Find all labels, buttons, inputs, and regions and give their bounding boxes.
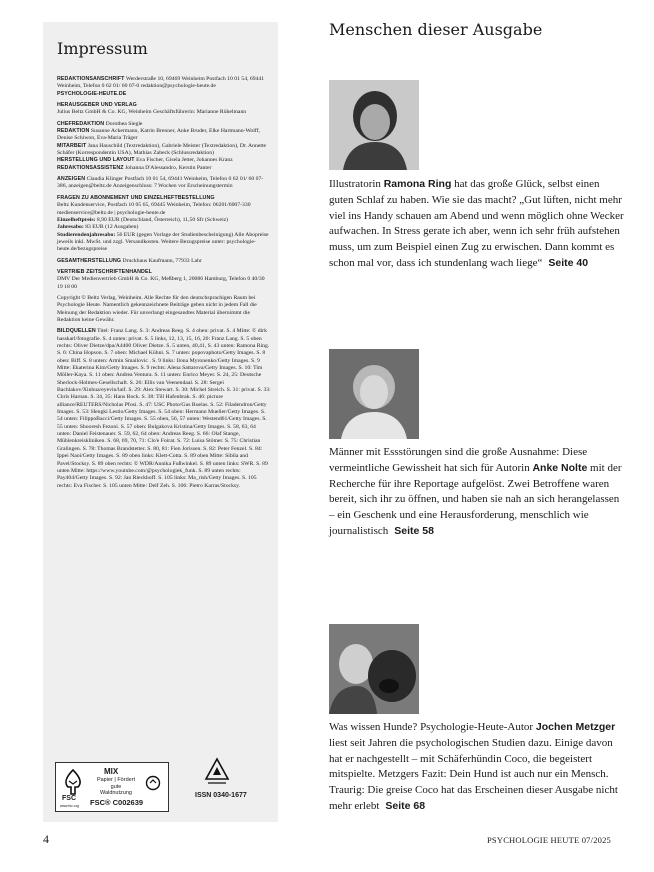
jahresabo-label: Jahresabo: — [57, 224, 84, 231]
portrait-ramona-ring — [329, 80, 419, 170]
website-label: PSYCHOLOGIE-HEUTE.DE — [57, 90, 127, 97]
assistenz-label: REDAKTIONSASSISTENZ — [57, 164, 124, 171]
impressum-panel — [43, 22, 278, 822]
fsc-logo — [55, 762, 169, 812]
chefredaktion-text: Dorothea Siegle — [104, 120, 143, 127]
impressum-title: Impressum — [57, 39, 148, 58]
person-name: Jochen Metzger — [535, 721, 616, 733]
person-name: Ramona Ring — [383, 178, 452, 190]
gesamtherstellung-block — [57, 258, 271, 265]
assistenz-text: Johanna D'Alessandro, Kerstin Panter — [123, 164, 212, 171]
portrait-jochen-metzger — [329, 624, 419, 714]
redaktionsanschrift-label: REDAKTIONSANSCHRIFT — [57, 76, 125, 82]
portrait-anke-nolte — [329, 349, 419, 439]
text-pre: Männer mit Essstörungen sind die große Ausnahme: Diese vermeintliche Gewissheit hat sich für Autorin — [329, 446, 588, 474]
vertrieb-block — [57, 269, 271, 291]
fsc-web: www.fsc.org — [60, 804, 79, 808]
text-pre: Was wissen Hunde? Psychologie-Heute-Autor — [329, 721, 536, 733]
text-pre: Illustratorin — [329, 178, 384, 190]
copyright-text: Copyright © Beltz Verlag, Weinheim. Alle Rechte für den deutschsprachigen Raum bei Psychologie Heute. Namentlich gekennzeichnete Beiträge geben nicht in jedem Fall die Meinung der Redaktion wieder. Für unverlangt eingesandtes Material übernimmt die Redaktion keine Gewähr. — [57, 294, 257, 323]
fsc-code: FSC® C002639 — [90, 798, 144, 807]
gesamtherstellung-label: GESAMTHERSTELLUNG — [57, 257, 122, 264]
mitarbeit-text: Jana Hauschild (Textredaktion), Gabriele Meister (Textredaktion), Dr. Annette Schäfer (Korrespondentin USA), Mathias Zabeck (Schlussredaktion) — [57, 142, 267, 157]
abo-block — [57, 195, 271, 254]
redaktion-label: REDAKTION — [57, 128, 90, 135]
einzelheft-label: Einzelheftpreis: — [57, 216, 96, 223]
herstellung-label: HERSTELLUNG UND LAYOUT — [57, 157, 135, 164]
page-reference: Seite 58 — [394, 524, 434, 537]
abo-label: FRAGEN ZU ABONNEMENT UND EINZELHEFTBESTELLUNG — [57, 194, 215, 201]
redaktion-text: Susanne Ackermann, Katrin Brenner, Anke Bruder, Elke Hartmann-Wolff, Denise Schiwon, Eva-Maria Träger — [57, 128, 260, 142]
fsc-mix-icon — [144, 775, 162, 791]
fsc-paper: Papier | Fördert gute Waldnutzung — [96, 777, 136, 796]
herausgeber-label: HERAUSGEBER UND VERLAG — [57, 102, 137, 109]
studierendenabo-text: 56 EUR (gegen Vorlage der Studienbescheinigung) Alle Abopreise jeweils inkl. MwSt. und zzgl. Versandkosten. Weitere Bezugspreise unter: psychologie-heute.de/bezugspreise — [57, 231, 269, 253]
redaktion-block — [57, 121, 271, 172]
impressum-body — [57, 76, 271, 494]
fsc-word: FSC — [62, 795, 76, 802]
anzeigen-label: ANZEIGEN — [57, 176, 86, 183]
text-post: mit der Recherche für ihre Reportage aufgelöst. Zwei Betroffene waren bereit, sich ihr zu öffnen, und haben sie nah an sich herangelassen – ein Geschenk und eine Herausforderung, menschlich wie journalistisch — [329, 461, 622, 537]
mitarbeit-label: MITARBEIT — [57, 142, 87, 149]
page-reference: Seite 68 — [385, 799, 426, 812]
anzeigen-block — [57, 176, 271, 191]
text-post: hat das große Glück, selbst einen guten Schlaf zu haben. Wie sie das macht? „Gut lüften, nicht mehr viel ins Handy schauen am Abend und wenn möglich ohne Wecker aufwachen. In Stress gerate ich aber, wenn ich sehr früh aufstehen muss, um zum Beispiel einen Zug zu erwischen. Dann kommt es schon mal vor, dass ich stundenlang wach liege“ — [329, 178, 624, 269]
redaktionsanschrift-text: Werderstraße 10, 69469 Weinheim Postfach 10 01 54, 69441 Weinheim, Telefon 0 62 01/ 60 07-0 redaktion@psychologie-heute.de — [57, 76, 265, 90]
bildquellen-block — [57, 328, 271, 490]
magazine-issue: PSYCHOLOGIE HEUTE 07/2025 — [487, 835, 611, 845]
chefredaktion-label: CHEFREDAKTION — [57, 120, 105, 127]
herausgeber-verlag — [57, 102, 271, 117]
text-anke-nolte — [329, 445, 625, 540]
people-section-title: Menschen dieser Ausgabe — [329, 20, 543, 39]
page-reference: Seite 40 — [548, 256, 589, 269]
redaktionsanschrift — [57, 76, 271, 98]
text-jochen-metzger — [329, 720, 625, 815]
studierendenabo-label: Studierendenjahresabo: — [57, 231, 116, 238]
recycling-icon — [204, 757, 230, 787]
einzelheft-text: 8,90 EUR (Deutschland, Österreich), 11,50 Sfr (Schweiz) — [95, 216, 229, 223]
abo-text: Beltz Kundenservice, Postfach 10 05 65, 69445 Weinheim, Telefon: 06201/6007-330 medienservice@beltz.de | psychologie-heute.de — [57, 202, 251, 216]
vertrieb-text: DMV Der Medienvertrieb GmbH & Co. KG, Meßberg 1, 20086 Hamburg, Telefon 0 40/30 19 18 00 — [57, 276, 265, 290]
herstellung-text: Eva Fischer, Gisela Jetter, Johannes Kranz — [134, 157, 233, 164]
anzeigen-text: Claudia Klinger Postfach 10 01 54, 69441 Weinheim, Telefon 0 62 01/ 60 07-386, anzeigen@beltz.de Anzeigenschluss: 7 Wochen vor Erscheinungstermin — [57, 176, 264, 190]
bildquellen-text: Titel: Franz Lang. S. 3: Andreas Reeg. S. 4 oben: privat. S. 4 Mitte: © dirk hasskarl/fotografie. S. 4 unten: privat. S. 5 links, 12, 13, 15, 16, 20: Franz Lang. S. 5 oben rechts: Oliver Dietze/dpa/A4400 Oliver Dietze. S. 5 unten, 40,41, S. 43 unten: Ramona Ring. S. 6: China Hopson. S. 7 oben: Michael Kühni. S. 7 unten: popovaphoto/Getty Images. S. 8 oben: Biff. S. 8 unten: Armin Smailovic . S. 9 links: Ilona Myronenko/Getty Images. S. 9 Mitte: Ekaterina Kim/Getty Images. S. 9 rechts: Alena Sattarova/Getty Images. S. 10: Tim Möller-Kaya. S. 11 oben: Andrea Ventura. S. 11 unten: Enrico Meyer. S. 24, 25: Deutsche Sherlock-Holmes-Gesellschaft. S. 26: Ellis van Veenendaal. S. 28: Sergei Bachlakov/Xinhua/eyevin/laif. S. 29: Alex Stewart. S. 30: Michel Streich. S. 31: privat. S. 33: Chris Harnan. S. 34, 35: Hans Bock. S. 38: Till Hafenbrak. S. 46: picture alliance/REUTERS/Nicholas Pfosi. S. 47: USC Photo/Gus Ruelas. S. 52: Filadendron/Getty Images. S. 53: Hengki Lestio/Getty Images. S. 54 oben: Hermann Mueller/Getty Images. S. 54 unten: FilippoBacci/Getty Images. S. 55 oben, 56, 57 unten: Westend61/Getty Images. S. 55 unten: Shooresh Fezoni. S. 57 oben: Bulgakova Kristina/Getty Images. S. 58, 63, 64 unten: Daniel Feistenauer. S. 59, 62, 64 oben: Andreas Reeg. S. 66: Olaf Stange, Mühlenkreiskliniken. S. 68, 69, 70, 71: Clo'e Foirat. S. 72: Luisa Stömer. S. 75: Christian Gralingen. S. 78: Thomas Brandstetter. S. 80, 81: Fien Jorissen. S. 82: Peter Fenzel. S. 84: Ippei Naoi/Getty Images. S. 89 oben links: Klett-Cotta. S. 89 oben Mitte: Sibila and Pavel/Stocksy. S. 89 oben rechts: © WDR/Annika Fußwinkel. S. 89 unten links: SWR. S. 89 unten Mitte: https://www.youtube.com/@psychologiek_funk. S. 89 unten rechts: Pay404/Getty Images. S. 92: Jan Rieckhoff. S. 105 links: Ma_rish/Getty Images. S. 105 rechts: Eva Fischer. S. 105 unten Mitte: Delf Zeh. S. 106: Pietro Karras/Stocksy. — [57, 328, 271, 489]
fsc-mix: MIX — [104, 767, 119, 776]
bildquellen-label: BILDQUELLEN — [57, 328, 96, 335]
vertrieb-label: VERTRIEB ZEITSCHRIFTENHANDEL — [57, 268, 152, 275]
issn-number: ISSN 0340-1677 — [195, 792, 247, 799]
jahresabo-text: 83 EUR (12 Ausgaben) — [83, 224, 139, 231]
gesamtherstellung-text: Druckhaus Kaufmann, 77933 Lahr — [121, 257, 202, 264]
page-number: 4 — [43, 832, 49, 846]
person-name: Anke Nolte — [532, 461, 588, 474]
herausgeber-text: Julius Beltz GmbH & Co. KG, Weinheim Geschäftsführerin: Marianne Rühelmann — [57, 109, 247, 116]
text-post: liest seit Jahren die psychologischen Studien dazu. Einige davon hat er nachgestellt – mit Schäferhündin Coco, die begeistert mitspielte. Metzgers Fazit: Dein Hund ist auch nur ein Mensch. Traurig: Die greise Coco hat das Erscheinen dieser Ausgabe nicht mehr erlebt — [329, 736, 618, 812]
text-ramona-ring — [329, 177, 625, 272]
